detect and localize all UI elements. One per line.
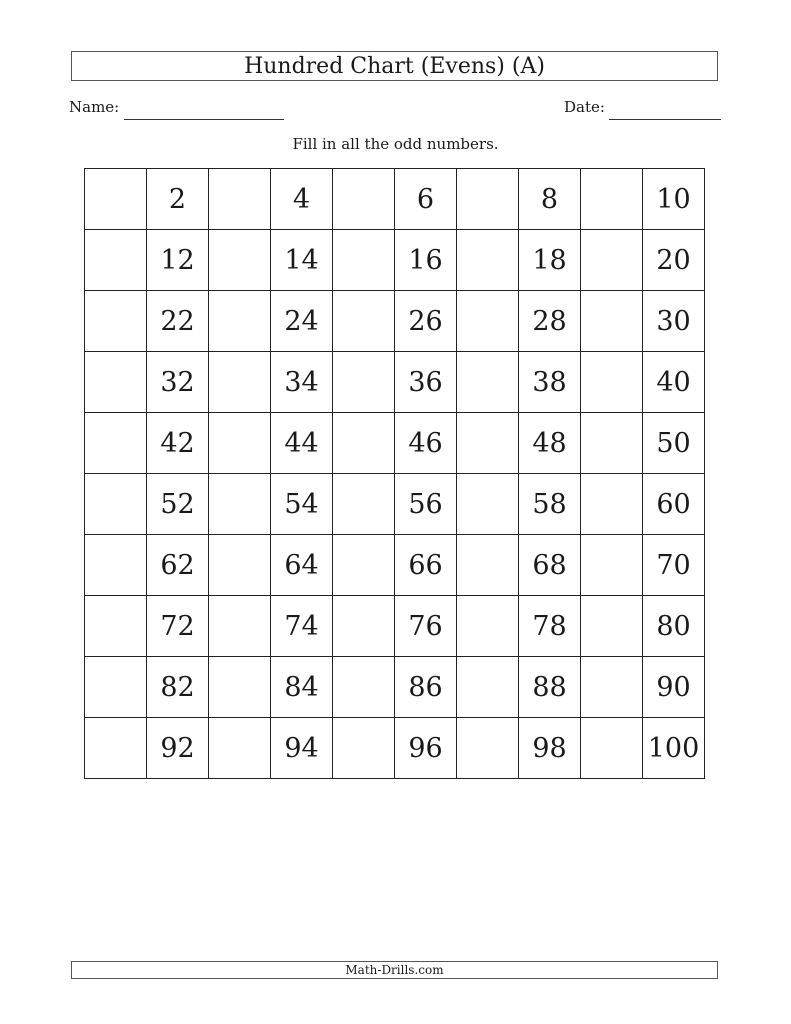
blank-cell[interactable]	[333, 596, 395, 657]
blank-cell[interactable]	[209, 657, 271, 718]
number-cell: 28	[519, 291, 581, 352]
blank-cell[interactable]	[209, 474, 271, 535]
number-cell: 12	[147, 230, 209, 291]
blank-cell[interactable]	[85, 535, 147, 596]
blank-cell[interactable]	[333, 291, 395, 352]
number-cell: 78	[519, 596, 581, 657]
number-cell: 48	[519, 413, 581, 474]
blank-cell[interactable]	[457, 291, 519, 352]
number-cell: 24	[271, 291, 333, 352]
number-cell: 80	[643, 596, 705, 657]
blank-cell[interactable]	[457, 718, 519, 779]
number-cell: 34	[271, 352, 333, 413]
worksheet-title-text: Hundred Chart (Evens) (A)	[244, 53, 545, 79]
number-cell: 16	[395, 230, 457, 291]
blank-cell[interactable]	[85, 657, 147, 718]
blank-cell[interactable]	[209, 291, 271, 352]
footer	[71, 961, 718, 979]
name-label: Name:	[69, 98, 120, 116]
blank-cell[interactable]	[581, 230, 643, 291]
number-cell: 42	[147, 413, 209, 474]
blank-cell[interactable]	[457, 169, 519, 230]
number-cell: 72	[147, 596, 209, 657]
blank-cell[interactable]	[581, 291, 643, 352]
number-cell: 20	[643, 230, 705, 291]
number-cell: 38	[519, 352, 581, 413]
blank-cell[interactable]	[333, 352, 395, 413]
number-cell: 70	[643, 535, 705, 596]
blank-cell[interactable]	[581, 718, 643, 779]
grid-row	[85, 657, 705, 718]
blank-cell[interactable]	[581, 596, 643, 657]
number-cell: 98	[519, 718, 581, 779]
number-cell: 74	[271, 596, 333, 657]
number-cell: 82	[147, 657, 209, 718]
grid-row	[85, 535, 705, 596]
number-cell: 96	[395, 718, 457, 779]
blank-cell[interactable]	[85, 413, 147, 474]
blank-cell[interactable]	[457, 230, 519, 291]
number-cell: 44	[271, 413, 333, 474]
grid-row	[85, 474, 705, 535]
blank-cell[interactable]	[209, 169, 271, 230]
blank-cell[interactable]	[333, 657, 395, 718]
number-cell: 4	[271, 169, 333, 230]
number-cell: 94	[271, 718, 333, 779]
number-cell: 2	[147, 169, 209, 230]
blank-cell[interactable]	[581, 535, 643, 596]
blank-cell[interactable]	[581, 169, 643, 230]
number-cell: 92	[147, 718, 209, 779]
blank-cell[interactable]	[85, 230, 147, 291]
number-cell: 56	[395, 474, 457, 535]
number-cell: 88	[519, 657, 581, 718]
number-cell: 52	[147, 474, 209, 535]
number-cell: 68	[519, 535, 581, 596]
instructions: Fill in all the odd numbers.	[292, 135, 499, 153]
number-cell: 100	[643, 718, 705, 779]
number-cell: 60	[643, 474, 705, 535]
blank-cell[interactable]	[457, 535, 519, 596]
grid-row	[85, 230, 705, 291]
blank-cell[interactable]	[209, 596, 271, 657]
grid-row	[85, 291, 705, 352]
number-cell: 50	[643, 413, 705, 474]
hundred-chart-body	[85, 169, 705, 779]
blank-cell[interactable]	[457, 413, 519, 474]
number-cell: 30	[643, 291, 705, 352]
blank-cell[interactable]	[333, 474, 395, 535]
blank-cell[interactable]	[581, 352, 643, 413]
name-blank-line[interactable]	[124, 119, 284, 120]
blank-cell[interactable]	[457, 474, 519, 535]
number-cell: 10	[643, 169, 705, 230]
number-cell: 66	[395, 535, 457, 596]
blank-cell[interactable]	[581, 413, 643, 474]
blank-cell[interactable]	[85, 718, 147, 779]
blank-cell[interactable]	[333, 169, 395, 230]
blank-cell[interactable]	[333, 230, 395, 291]
blank-cell[interactable]	[209, 230, 271, 291]
number-cell: 58	[519, 474, 581, 535]
number-cell: 54	[271, 474, 333, 535]
blank-cell[interactable]	[333, 535, 395, 596]
blank-cell[interactable]	[333, 413, 395, 474]
number-cell: 46	[395, 413, 457, 474]
hundred-chart-grid	[84, 168, 705, 779]
blank-cell[interactable]	[333, 718, 395, 779]
number-cell: 8	[519, 169, 581, 230]
blank-cell[interactable]	[209, 535, 271, 596]
blank-cell[interactable]	[85, 596, 147, 657]
grid-row	[85, 718, 705, 779]
blank-cell[interactable]	[85, 352, 147, 413]
number-cell: 90	[643, 657, 705, 718]
number-cell: 32	[147, 352, 209, 413]
footer-text: Math-Drills.com	[345, 963, 444, 977]
number-cell: 18	[519, 230, 581, 291]
blank-cell[interactable]	[457, 352, 519, 413]
date-label: Date:	[564, 98, 605, 116]
number-cell: 84	[271, 657, 333, 718]
grid-row	[85, 596, 705, 657]
number-cell: 64	[271, 535, 333, 596]
blank-cell[interactable]	[209, 718, 271, 779]
blank-cell[interactable]	[457, 657, 519, 718]
blank-cell[interactable]	[581, 657, 643, 718]
blank-cell[interactable]	[85, 169, 147, 230]
number-cell: 26	[395, 291, 457, 352]
number-cell: 86	[395, 657, 457, 718]
blank-cell[interactable]	[209, 352, 271, 413]
blank-cell[interactable]	[457, 596, 519, 657]
grid-row	[85, 169, 705, 230]
blank-cell[interactable]	[209, 413, 271, 474]
number-cell: 14	[271, 230, 333, 291]
grid-row	[85, 352, 705, 413]
worksheet-title	[71, 51, 718, 81]
grid-row	[85, 413, 705, 474]
number-cell: 62	[147, 535, 209, 596]
date-blank-line[interactable]	[609, 119, 721, 120]
blank-cell[interactable]	[85, 291, 147, 352]
number-cell: 76	[395, 596, 457, 657]
blank-cell[interactable]	[85, 474, 147, 535]
blank-cell[interactable]	[581, 474, 643, 535]
number-cell: 6	[395, 169, 457, 230]
number-cell: 36	[395, 352, 457, 413]
number-cell: 22	[147, 291, 209, 352]
number-cell: 40	[643, 352, 705, 413]
